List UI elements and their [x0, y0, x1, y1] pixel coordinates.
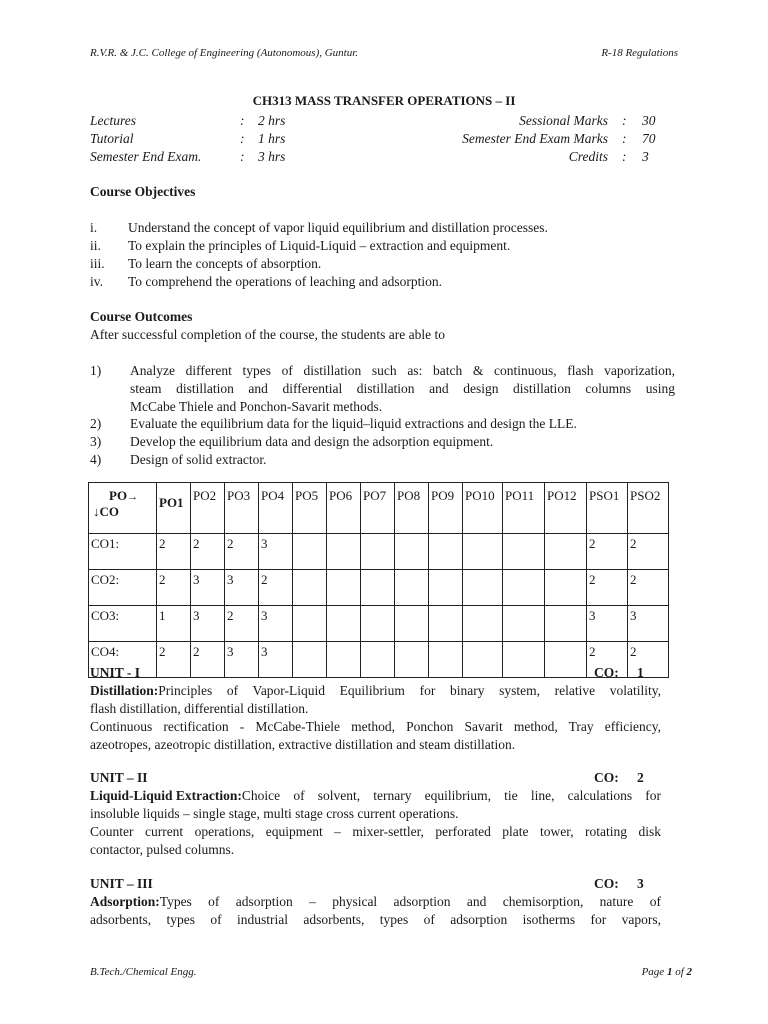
unit-line-text: Choice of solvent, ternary equilibrium, tie line, calculations for: [241, 788, 661, 803]
meta-sep: :: [622, 113, 627, 128]
corner-po-label: PO: [109, 488, 128, 503]
unit-topic: Adsorption:: [90, 894, 160, 909]
table-cell: [429, 570, 463, 606]
table-cell: [429, 606, 463, 642]
table-cell: 2: [191, 642, 225, 678]
college-header: R.V.R. & J.C. College of Engineering (Autonomous), Guntur.: [90, 47, 359, 59]
outcome-number: 3): [90, 434, 102, 449]
outcome-line: steam distillation and differential distillation and design distillation columns using: [130, 381, 675, 396]
outcome-line: Evaluate the equilibrium data for the liquid–liquid extractions and design the LLE.: [130, 416, 577, 431]
table-cell: 2: [191, 534, 225, 570]
outcome-line: McCabe Thiele and Ponchon-Savarit methods.: [130, 399, 383, 414]
unit-line: Continuous rectification - McCabe-Thiele method, Ponchon Savarit method, Tray efficiency,: [90, 719, 661, 734]
outcome-number: 1): [90, 363, 102, 378]
meta-credits-label: Credits: [568, 149, 608, 164]
table-cell: 2: [587, 534, 628, 570]
unit-topic: Liquid-Liquid Extraction:: [90, 788, 242, 803]
table-cell: [463, 642, 503, 678]
table-corner-cell: [89, 483, 157, 534]
unit-line: contactor, pulsed columns.: [90, 842, 235, 857]
table-cell: [361, 534, 395, 570]
objective-text: To explain the principles of Liquid-Liquid – extraction and equipment.: [128, 238, 511, 253]
outcome-line: Develop the equilibrium data and design the adsorption equipment.: [130, 434, 494, 449]
table-cell: 2: [157, 642, 191, 678]
column-header: PO3: [225, 483, 259, 534]
table-row: [89, 642, 669, 678]
meta-exam-marks-label: Semester End Exam Marks: [462, 131, 608, 146]
objectives-heading: Course Objectives: [90, 184, 196, 199]
meta-sep: :: [240, 149, 245, 164]
column-header: PO1: [157, 483, 191, 534]
meta-sessional-label: Sessional Marks: [519, 113, 608, 128]
outcome-line: Design of solid extractor.: [130, 452, 267, 467]
unit-co-value: 2: [637, 770, 644, 785]
column-header: PO8: [395, 483, 429, 534]
table-cell: [327, 534, 361, 570]
table-cell: 3: [225, 570, 259, 606]
table-cell: [327, 570, 361, 606]
table-cell: 2: [157, 534, 191, 570]
column-header: PO6: [327, 483, 361, 534]
row-label: CO4:: [89, 642, 157, 678]
table-cell: [395, 534, 429, 570]
unit-title: UNIT – III: [90, 876, 153, 891]
unit-line: [90, 683, 661, 699]
table-cell: 2: [587, 570, 628, 606]
meta-sep: :: [622, 149, 627, 164]
footer-page-number: [642, 966, 692, 978]
objective-text: To comprehend the operations of leaching and adsorption.: [128, 274, 442, 289]
table-cell: 3: [259, 534, 293, 570]
table-row: [89, 534, 669, 570]
column-header: PO4: [259, 483, 293, 534]
meta-tutorial-value: 1 hrs: [258, 131, 286, 146]
table-cell: [463, 606, 503, 642]
column-header: PO12: [545, 483, 587, 534]
footer-department: B.Tech./Chemical Engg.: [90, 966, 197, 978]
objective-number: i.: [90, 220, 98, 235]
meta-lectures-label: Lectures: [90, 113, 136, 128]
table-cell: [545, 570, 587, 606]
outcome-number: 2): [90, 416, 102, 431]
table-row: [89, 570, 669, 606]
table-cell: 2: [157, 570, 191, 606]
table-row: [89, 606, 669, 642]
table-cell: 3: [191, 606, 225, 642]
table-cell: [545, 642, 587, 678]
column-header: PO10: [463, 483, 503, 534]
co-po-mapping-table: [88, 482, 669, 678]
table-cell: 2: [628, 642, 669, 678]
unit-line-text: Types of adsorption – physical adsorption and chemisorption, nature of: [159, 894, 661, 909]
unit-topic: Distillation:: [90, 683, 159, 698]
table-cell: [545, 534, 587, 570]
meta-exam-marks-value: 70: [642, 131, 656, 146]
unit-co-label: CO:: [594, 770, 619, 785]
page-total: 2: [686, 966, 692, 978]
column-header: PO11: [503, 483, 545, 534]
unit-co-value: 1: [637, 665, 644, 680]
table-cell: [293, 606, 327, 642]
table-cell: 2: [628, 534, 669, 570]
outcome-number: 4): [90, 452, 102, 467]
table-cell: [395, 642, 429, 678]
table-cell: 3: [259, 606, 293, 642]
unit-line: [90, 894, 661, 910]
outcomes-intro: After successful completion of the course, the students are able to: [90, 327, 446, 342]
objective-number: iii.: [90, 256, 105, 271]
unit-title: UNIT – II: [90, 770, 148, 785]
column-header: PO7: [361, 483, 395, 534]
table-cell: [429, 534, 463, 570]
meta-sessional-value: 30: [642, 113, 656, 128]
unit-line: Counter current operations, equipment – mixer-settler, perforated plate tower, rotating disk: [90, 824, 661, 839]
unit-co-label: CO:: [594, 665, 619, 680]
table-cell: 2: [225, 534, 259, 570]
table-cell: [503, 642, 545, 678]
unit-line: flash distillation, differential distillation.: [90, 701, 309, 716]
table-cell: [327, 606, 361, 642]
table-cell: [361, 642, 395, 678]
table-cell: [293, 570, 327, 606]
table-cell: 2: [259, 570, 293, 606]
unit-line: adsorbents, types of industrial adsorbents, types of adsorption isotherms for vapors,: [90, 912, 661, 927]
row-label: CO1:: [89, 534, 157, 570]
table-cell: [293, 534, 327, 570]
table-cell: [361, 570, 395, 606]
unit-line: azeotropes, azeotropic distillation, extractive distillation and steam distillation.: [90, 737, 516, 752]
table-cell: 3: [191, 570, 225, 606]
table-cell: 2: [225, 606, 259, 642]
regulation-header: R-18 Regulations: [601, 47, 678, 59]
table-header-row: [89, 483, 669, 534]
table-cell: [503, 570, 545, 606]
meta-exam-value: 3 hrs: [258, 149, 286, 164]
table-cell: 2: [587, 642, 628, 678]
table-cell: [503, 534, 545, 570]
right-arrow-icon: →: [127, 491, 139, 503]
unit-line-text: Principles of Vapor-Liquid Equilibrium for binary system, relative volatility,: [158, 683, 661, 698]
meta-exam-label: Semester End Exam.: [90, 149, 202, 164]
column-header: PSO2: [628, 483, 669, 534]
meta-sep: :: [622, 131, 627, 146]
objective-text: Understand the concept of vapor liquid equilibrium and distillation processes.: [128, 220, 548, 235]
unit-co-label: CO:: [594, 876, 619, 891]
page-prefix: Page: [641, 966, 667, 978]
objective-text: To learn the concepts of absorption.: [128, 256, 322, 271]
unit-line: [90, 788, 661, 804]
meta-lectures-value: 2 hrs: [258, 113, 286, 128]
row-label: CO3:: [89, 606, 157, 642]
page-current: 1: [666, 966, 673, 978]
course-title: CH313 MASS TRANSFER OPERATIONS – II: [252, 93, 516, 108]
table-cell: [429, 642, 463, 678]
outcomes-heading: Course Outcomes: [90, 309, 193, 324]
unit-co-value: 3: [637, 876, 644, 891]
table-cell: [395, 606, 429, 642]
unit-title: UNIT - I: [90, 665, 141, 680]
table-cell: [463, 534, 503, 570]
table-cell: 1: [157, 606, 191, 642]
meta-sep: :: [240, 113, 245, 128]
table-cell: 3: [628, 606, 669, 642]
table-cell: 3: [225, 642, 259, 678]
table-cell: 3: [259, 642, 293, 678]
table-cell: [395, 570, 429, 606]
column-header: PO2: [191, 483, 225, 534]
objective-number: ii.: [90, 238, 101, 253]
column-header: PO9: [429, 483, 463, 534]
objective-number: iv.: [90, 274, 103, 289]
corner-co-label: ↓CO: [93, 504, 119, 519]
unit-line: insoluble liquids – single stage, multi stage cross current operations.: [90, 806, 459, 821]
table-cell: [293, 642, 327, 678]
table-cell: [463, 570, 503, 606]
table-cell: [327, 642, 361, 678]
table-cell: [545, 606, 587, 642]
row-label: CO2:: [89, 570, 157, 606]
table-cell: 3: [587, 606, 628, 642]
meta-sep: :: [240, 131, 245, 146]
page-of: of: [672, 966, 687, 978]
table-cell: [503, 606, 545, 642]
table-cell: [361, 606, 395, 642]
column-header: PO5: [293, 483, 327, 534]
meta-credits-value: 3: [642, 149, 649, 164]
column-header: PSO1: [587, 483, 628, 534]
table-cell: 2: [628, 570, 669, 606]
outcome-line: Analyze different types of distillation such as: batch & continuous, flash vaporization,: [130, 363, 675, 378]
meta-tutorial-label: Tutorial: [90, 131, 134, 146]
